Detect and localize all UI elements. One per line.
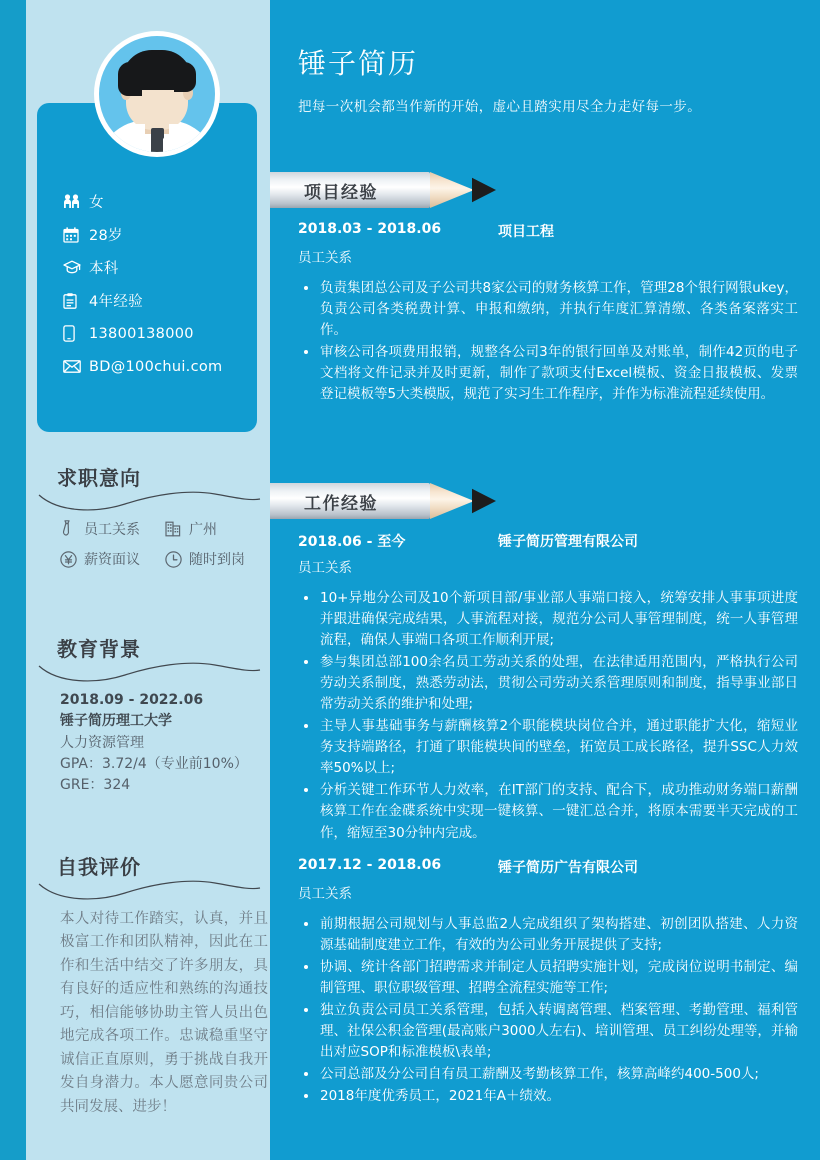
entry-date: 2018.06 - 至今: [298, 534, 406, 550]
job-intention-availability-label: 随时到岗: [189, 552, 245, 568]
left-accent-rail: [0, 0, 26, 1160]
bullet-item: 审核公司各项费用报销，规整各公司3年的银行回单及对账单，制作42页的电子文档将文件记录并及时更新，制作了款项支付Excel模板、资金日报模板、发票登记模板等5大类模版，规范了实习生工作程序，并作为标准流程延续使用。: [298, 342, 798, 405]
section-title-self-evaluation: 自我评价: [57, 855, 141, 879]
info-row-phone: [63, 317, 243, 350]
entry-header: [298, 531, 798, 552]
job-intention-city: [165, 519, 270, 539]
education-details: [60, 690, 275, 796]
yen-circle-icon: [60, 551, 84, 568]
pencil-tip-icon: [472, 483, 496, 519]
entry-header: [298, 857, 798, 878]
entry-role: 员工关系: [298, 886, 352, 902]
section-title-project: 项目经验: [304, 182, 378, 203]
job-intention-row-1: [60, 519, 270, 539]
pencil-tip-icon: [472, 172, 496, 208]
bullet-item: 前期根据公司规划与人事总监2人完成组织了架构搭建、初创团队搭建、人力资源基础制度建立工作，有效的为公司业务开展提供了支持;: [298, 914, 798, 956]
pencil-body: [270, 483, 430, 519]
section-title-job-intention: 求职意向: [57, 466, 141, 490]
work-entry-1: [298, 531, 798, 845]
entry-bullets: [298, 278, 798, 405]
page-title: 锤子简历: [298, 47, 419, 80]
info-value-email: BD@100chui.com: [89, 358, 223, 375]
work-entry-2: [298, 857, 798, 1108]
bullet-item: 公司总部及分公司自有员工薪酬及考勤核算工作，核算高峰约400-500人;: [298, 1064, 798, 1085]
info-value-experience: 4年经验: [89, 294, 143, 310]
necktie-icon: [60, 520, 84, 539]
calendar-icon: [63, 227, 89, 243]
self-evaluation-text: 本人对待工作踏实，认真，并且极富工作和团队精神，因此在工作和生活中结交了许多朋友，具有良好的适应性和熟练的沟通技巧，相信能够协助主管人员出色地完成各项工作。忠诚稳重坚守诚信正直原则，勇于挑战自我开发自身潜力。本人愿意同贵公司共同发展、进步！: [60, 911, 268, 1115]
job-intention-items: [60, 519, 270, 579]
job-intention-city-label: 广州: [189, 522, 217, 538]
info-value-gender: 女: [89, 195, 104, 211]
job-intention-availability: [165, 549, 270, 569]
user-avatar-icon: [99, 36, 215, 152]
pencil-header-work: [270, 483, 496, 519]
clipboard-icon: [63, 293, 89, 309]
bullet-item: 协调、统计各部门招聘需求并制定人员招聘实施计划，完成岗位说明书制定、编制管理、职位职级管理、招聘全流程实施等工作;: [298, 957, 798, 999]
info-row-experience: [63, 284, 243, 317]
education-school: 锤子简历理工大学: [60, 713, 172, 730]
education-major: 人力资源管理: [60, 734, 144, 751]
info-row-degree: [63, 251, 243, 284]
job-intention-position-label: 员工关系: [84, 522, 140, 538]
profile-card: [37, 103, 257, 432]
section-title-work: 工作经验: [304, 493, 378, 514]
education-date: 2018.09 - 2022.06: [60, 692, 204, 708]
bullet-item: 分析关键工作环节人力效率，在IT部门的支持、配合下，成功推动财务端口薪酬核算工作在金碟系统中实现一键核算、一键汇总合并，将原本需要半天完成的工作，缩短至30分钟内完成。: [298, 780, 798, 843]
entry-date: 2017.12 - 2018.06: [298, 857, 442, 873]
job-intention-salary-label: 薪资面议: [84, 552, 140, 568]
header-slogan: 把每一次机会都当作新的开始，虚心且踏实用尽全力走好每一步。: [298, 99, 702, 115]
entry-date: 2018.03 - 2018.06: [298, 221, 442, 237]
main-column: [270, 0, 820, 1160]
section-job-intention: [37, 462, 262, 513]
job-intention-position: [60, 519, 165, 539]
bullet-item: 负责集团总公司及子公司共8家公司的财务核算工作，管理28个银行网银ukey，负责公司各类税费计算、申报和缴纳，并执行年度汇算清缴、各类备案落实工作。: [298, 278, 798, 341]
entry-organization: 锤子简历管理有限公司: [498, 534, 638, 550]
pencil-wood: [430, 172, 474, 208]
graduation-cap-icon: [63, 260, 89, 275]
pencil-body: [270, 172, 430, 208]
entry-role: 员工关系: [298, 250, 352, 266]
bullet-item: 参与集团总部100余名员工劳动关系的处理，在法律适用范围内，严格执行公司劳动关系制度，熟悉劳动法，贯彻公司劳动关系管理原则和制度，指导事业部日常劳动关系的维护和处理;: [298, 652, 798, 715]
bullet-item: 10+异地分公司及10个新项目部/事业部人事端口接入，统筹安排人事事项进度并跟进确保完成结果，人事流程对接，规范分公司人事管理制度，统一人事管理流程，确保人事端口各项工作顺利开展;: [298, 588, 798, 651]
education-gpa: GPA：3.72/4（专业前10%）: [60, 755, 248, 772]
avatar-ring: [94, 31, 220, 157]
pencil-wood: [430, 483, 474, 519]
phone-icon: [63, 325, 89, 342]
section-self-evaluation: [37, 851, 262, 902]
info-value-age: 28岁: [89, 228, 123, 244]
education-gre: GRE：324: [60, 777, 131, 794]
clock-icon: [165, 551, 189, 568]
job-intention-row-2: [60, 549, 270, 569]
project-entry: [298, 221, 798, 406]
envelope-icon: [63, 360, 89, 373]
entry-organization: 锤子简历广告有限公司: [498, 860, 638, 876]
info-value-degree: 本科: [89, 261, 119, 277]
entry-header: [298, 221, 798, 242]
gender-icon: [63, 194, 89, 209]
entry-bullets: [298, 914, 798, 1107]
info-row-gender: [63, 185, 243, 218]
job-intention-salary: [60, 549, 165, 569]
entry-organization: 项目工程: [498, 224, 554, 240]
pencil-header-project: [270, 172, 496, 208]
section-title-education: 教育背景: [57, 637, 141, 661]
info-row-age: [63, 218, 243, 251]
avatar: [94, 31, 220, 157]
bullet-item: 2018年度优秀员工，2021年A＋绩效。: [298, 1086, 798, 1107]
info-value-phone: 13800138000: [89, 325, 194, 342]
info-row-email: [63, 350, 243, 383]
building-icon: [165, 521, 189, 537]
entry-role: 员工关系: [298, 560, 352, 576]
bullet-item: 主导人事基础事务与薪酬核算2个职能模块岗位合并，通过职能扩大化，缩短业务支持端路径，打通了职能模块间的壁垒，拓宽员工成长路径，提升SSC人力效率50%以上;: [298, 716, 798, 779]
profile-info-list: [63, 185, 243, 383]
entry-bullets: [298, 588, 798, 844]
section-education: [37, 633, 262, 684]
sidebar: [26, 0, 270, 1160]
bullet-item: 独立负责公司员工关系管理，包括入转调离管理、档案管理、考勤管理、福利管理、社保公积金管理(最高账户3000人左右)、培训管理、员工纠纷处理等，并输出对应SOP和标准模板\表单;: [298, 1000, 798, 1063]
